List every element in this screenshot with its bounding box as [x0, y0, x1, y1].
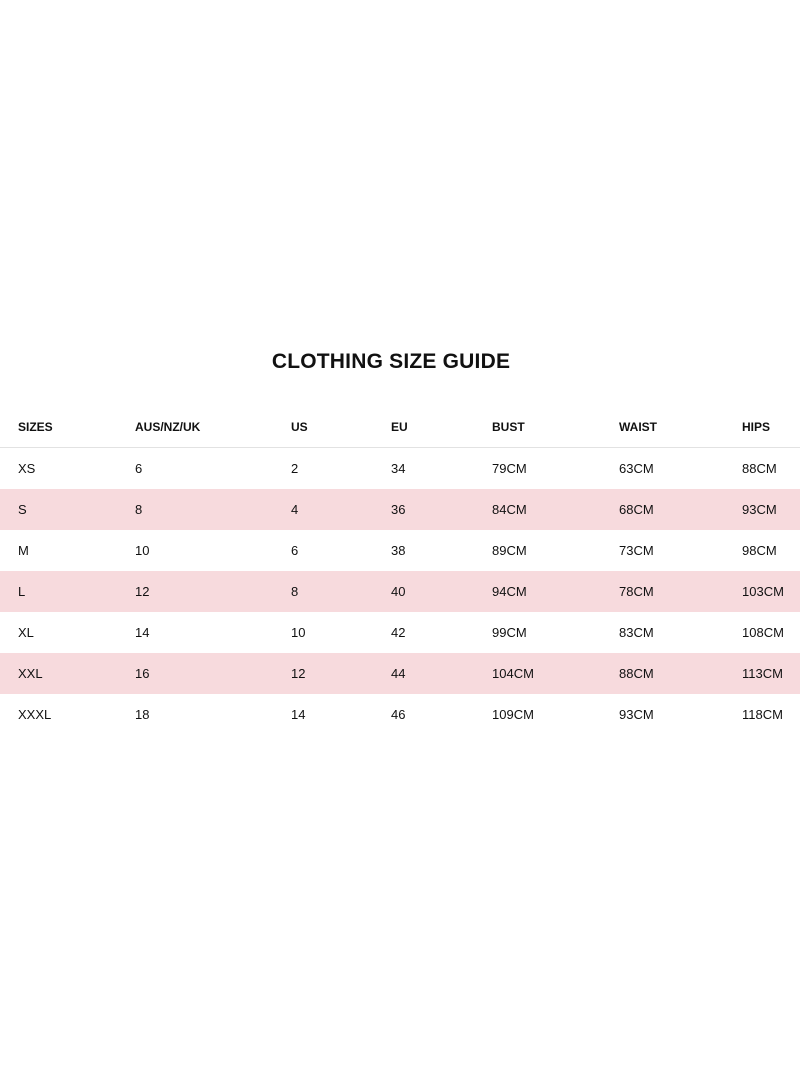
table-row — [0, 489, 800, 530]
eu-cell: 36 — [391, 502, 406, 517]
waist-cell: 73CM — [619, 543, 654, 558]
eu-cell: 34 — [391, 461, 406, 476]
eu-cell: 40 — [391, 584, 406, 599]
bust-cell: 104CM — [492, 666, 534, 681]
table-row — [0, 448, 800, 489]
table-header-row — [0, 407, 800, 448]
column-header-sizes: SIZES — [18, 420, 53, 434]
aus-nz-uk-cell: 14 — [135, 625, 150, 640]
waist-cell: 63CM — [619, 461, 654, 476]
bust-cell: 99CM — [492, 625, 527, 640]
hips-cell: 93CM — [742, 502, 777, 517]
column-header-aus-nz-uk: AUS/NZ/UK — [135, 420, 201, 434]
bust-cell: 94CM — [492, 584, 527, 599]
column-header-hips: HIPS — [742, 420, 771, 434]
column-header-eu: EU — [391, 420, 408, 434]
eu-cell: 46 — [391, 707, 406, 722]
column-header-waist: WAIST — [619, 420, 657, 434]
eu-cell: 42 — [391, 625, 406, 640]
bust-cell: 89CM — [492, 543, 527, 558]
aus-nz-uk-cell: 10 — [135, 543, 150, 558]
size-cell: XXL — [18, 666, 43, 681]
waist-cell: 88CM — [619, 666, 654, 681]
eu-cell: 44 — [391, 666, 406, 681]
size-cell: L — [18, 584, 26, 599]
waist-cell: 93CM — [619, 707, 654, 722]
us-cell: 10 — [291, 625, 306, 640]
size-cell: XL — [18, 625, 34, 640]
us-cell: 8 — [291, 584, 299, 599]
column-header-us: US — [291, 420, 308, 434]
bust-cell: 79CM — [492, 461, 527, 476]
eu-cell: 38 — [391, 543, 406, 558]
hips-cell: 98CM — [742, 543, 777, 558]
us-cell: 2 — [291, 461, 299, 476]
size-cell: S — [18, 502, 27, 517]
us-cell: 14 — [291, 707, 306, 722]
size-cell: M — [18, 543, 29, 558]
aus-nz-uk-cell: 8 — [135, 502, 143, 517]
table-row — [0, 653, 800, 694]
aus-nz-uk-cell: 16 — [135, 666, 150, 681]
hips-cell: 118CM — [742, 707, 783, 722]
table-row — [0, 612, 800, 653]
hips-cell: 88CM — [742, 461, 777, 476]
us-cell: 12 — [291, 666, 306, 681]
us-cell: 4 — [291, 502, 299, 517]
hips-cell: 113CM — [742, 666, 783, 681]
aus-nz-uk-cell: 18 — [135, 707, 150, 722]
size-cell: XXXL — [18, 707, 52, 722]
size-cell: XS — [18, 461, 36, 476]
size-guide-table — [0, 407, 800, 735]
column-header-bust: BUST — [492, 420, 525, 434]
us-cell: 6 — [291, 543, 299, 558]
table-row — [0, 694, 800, 735]
waist-cell: 78CM — [619, 584, 654, 599]
waist-cell: 83CM — [619, 625, 654, 640]
hips-cell: 108CM — [742, 625, 784, 640]
waist-cell: 68CM — [619, 502, 654, 517]
page-title: CLOTHING SIZE GUIDE — [271, 350, 511, 373]
bust-cell: 84CM — [492, 502, 527, 517]
table-row — [0, 530, 800, 571]
bust-cell: 109CM — [492, 707, 534, 722]
aus-nz-uk-cell: 12 — [135, 584, 150, 599]
hips-cell: 103CM — [742, 584, 784, 599]
aus-nz-uk-cell: 6 — [135, 461, 143, 476]
table-row — [0, 571, 800, 612]
